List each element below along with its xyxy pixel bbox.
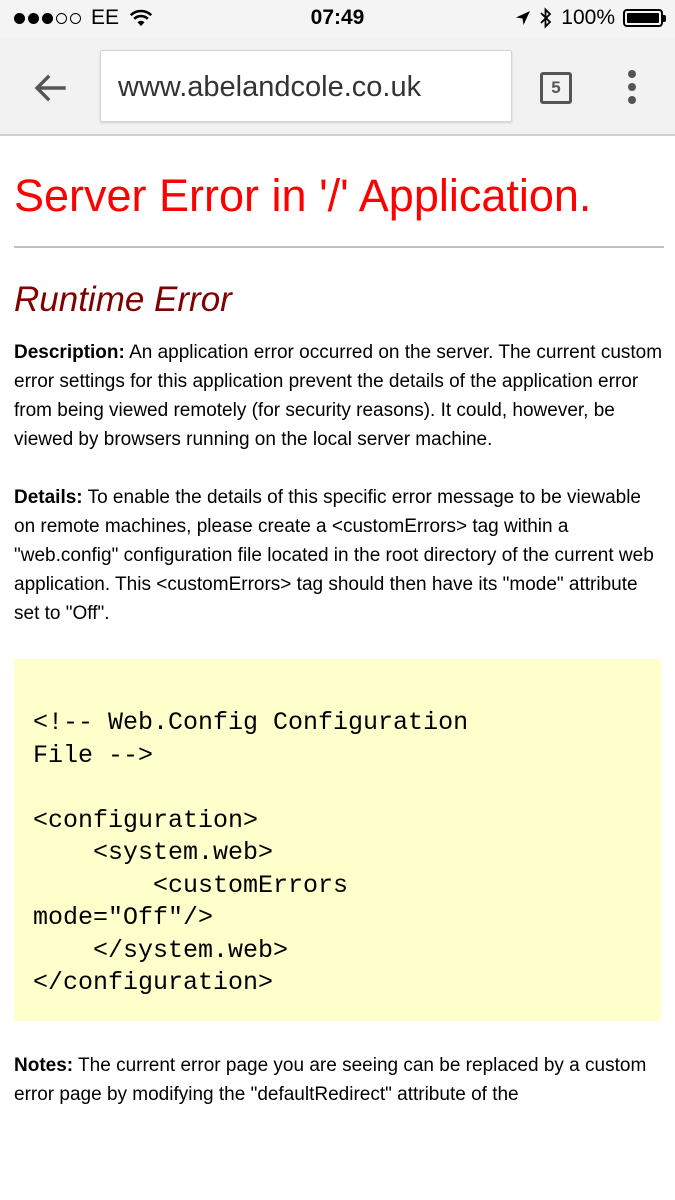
tab-switcher-button[interactable]: 5 xyxy=(540,72,572,104)
browser-toolbar xyxy=(0,38,675,136)
details-label: Details: xyxy=(14,487,83,508)
notes-paragraph xyxy=(14,1051,664,1109)
details-text: To enable the details of this specific error message to be viewable on remote machines, please create a <customErrors> tag within a "web.config" configuration file located in the root directory of the current web application. This <customErrors> tag should then have its "mode" attribute set to "Off". xyxy=(14,487,654,624)
notes-label: Notes: xyxy=(14,1055,74,1076)
carrier-name: EE xyxy=(91,6,120,29)
details-paragraph xyxy=(14,483,664,628)
status-right xyxy=(515,6,663,30)
location-arrow-icon xyxy=(515,10,531,26)
description-paragraph xyxy=(14,338,664,454)
page-content xyxy=(14,138,664,1109)
code-block xyxy=(14,659,661,1021)
more-vertical-icon[interactable] xyxy=(620,70,644,108)
bluetooth-icon xyxy=(539,7,553,29)
notes-text: The current error page you are seeing can be replaced by a custom error page by modifying the "defaultRedirect" attribute of the xyxy=(14,1055,647,1105)
battery-percent: 100% xyxy=(561,6,615,29)
url-bar[interactable]: www.abelandcole.co.uk xyxy=(100,50,512,122)
status-time: 07:49 xyxy=(310,6,365,29)
back-arrow-icon[interactable] xyxy=(28,68,72,108)
description-text: An application error occurred on the server. The current custom error settings for this application prevent the details of the application error from being viewed remotely (for security reasons). It could, however, be viewed by browsers running on the local server machine. xyxy=(14,342,663,450)
config-code: <!-- Web.Config Configuration File --> <configuration> <system.web> <customErrors mode="Off"/> </system.web> </configuration> xyxy=(33,708,469,997)
battery-icon xyxy=(623,9,663,27)
description-label: Description: xyxy=(14,342,125,363)
divider xyxy=(14,246,664,248)
status-bar xyxy=(0,0,675,38)
error-subtitle: Runtime Error xyxy=(14,280,232,319)
page-title: Server Error in '/' Application. xyxy=(14,170,592,221)
